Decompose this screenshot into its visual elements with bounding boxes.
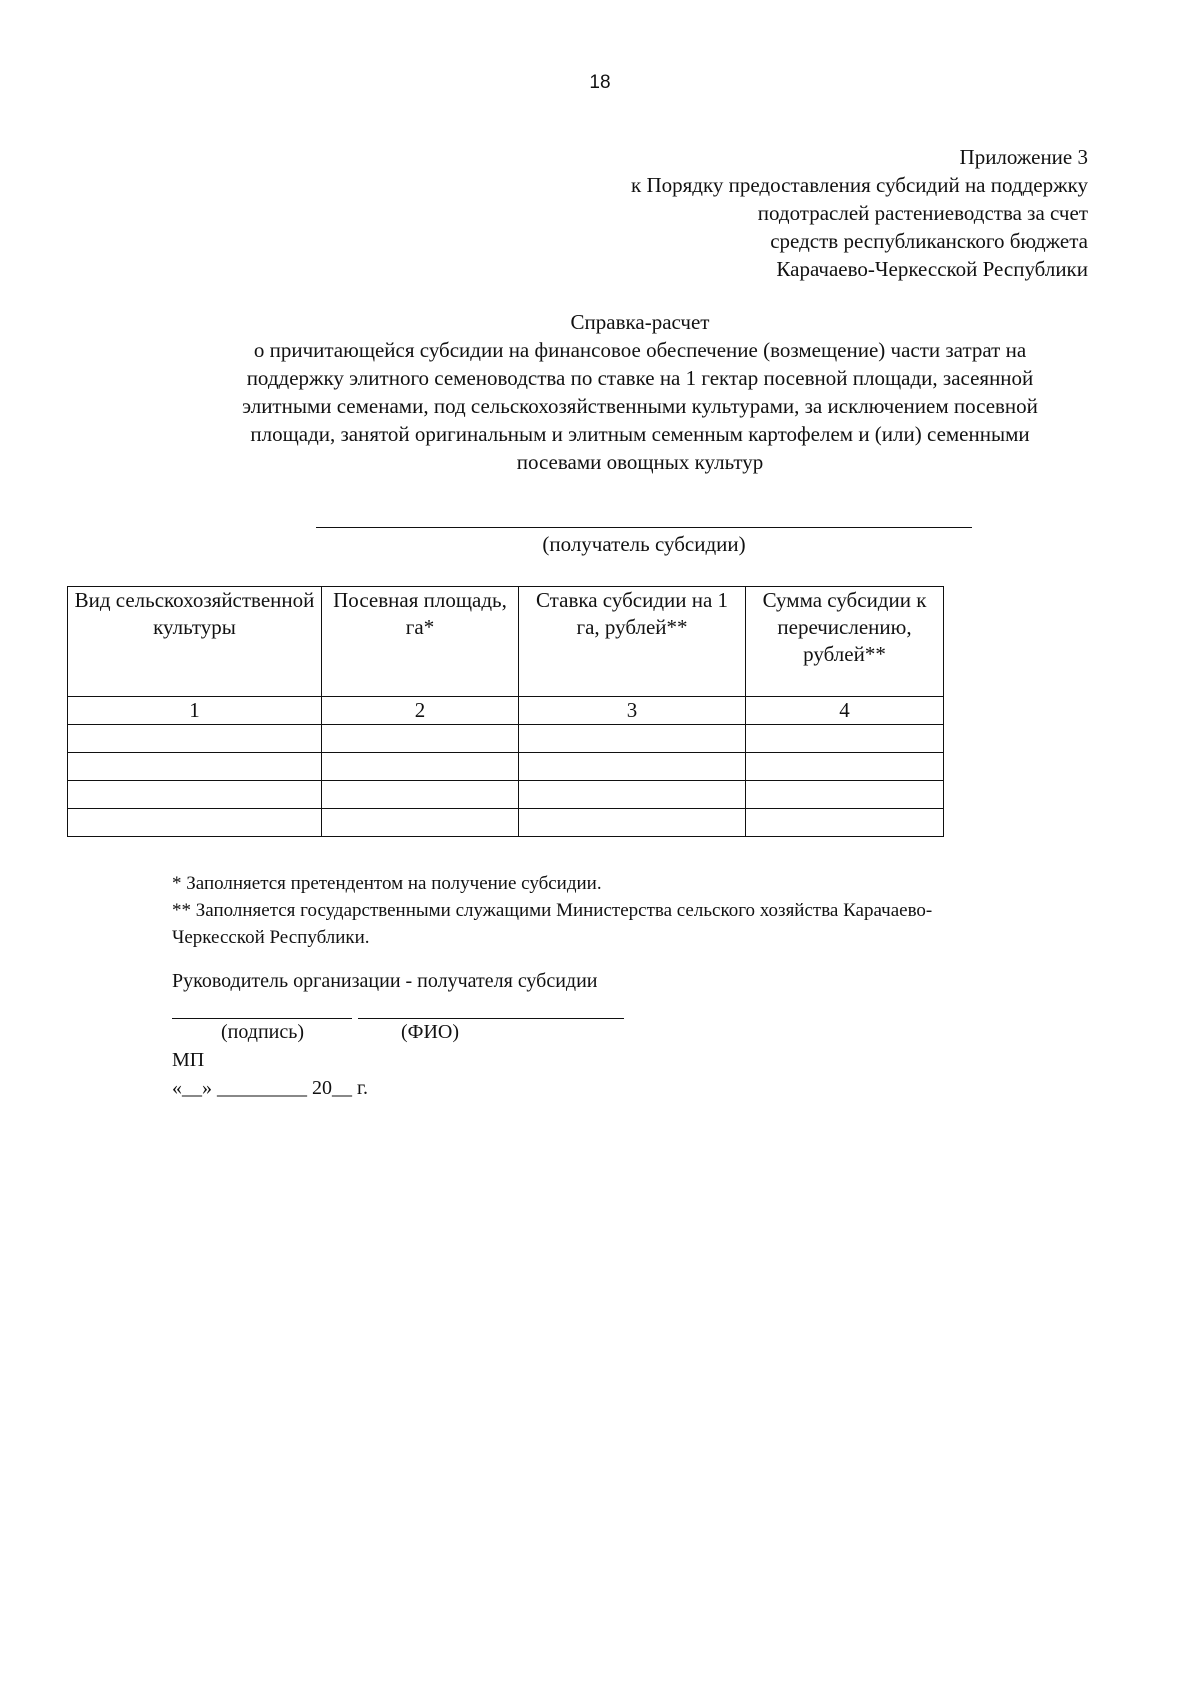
appendix-line: Приложение 3: [959, 145, 1088, 169]
name-blank-line: [358, 1018, 624, 1019]
appendix-block: [631, 143, 1088, 283]
page-number: 18: [589, 72, 611, 93]
table-cell: [68, 809, 322, 837]
table-header-cell: Вид сельскохозяйственной культуры: [68, 587, 322, 697]
signature-label: (подпись): [221, 1021, 305, 1043]
table-cell: [519, 781, 746, 809]
appendix-line: Карачаево-Черкесской Республики: [776, 257, 1088, 281]
column-number-cell: 3: [519, 697, 746, 725]
table-row: [68, 725, 944, 753]
table-column-number-row: [68, 697, 944, 725]
column-number-cell: 1: [68, 697, 322, 725]
footnote: * Заполняется претендентом на получение субсидии.: [172, 873, 602, 894]
column-number-cell: 4: [746, 697, 944, 725]
recipient-label: (получатель субсидии): [542, 532, 746, 556]
table-header-cell: Сумма субсидии к перечислению, рублей**: [746, 587, 944, 697]
table-header-cell: Ставка субсидии на 1 га, рублей**: [519, 587, 746, 697]
table-cell: [68, 725, 322, 753]
recipient-blank-line: [316, 527, 972, 528]
signature-blank-line: [172, 1018, 352, 1019]
stamp-label: МП: [172, 1049, 205, 1071]
table-cell: [322, 725, 519, 753]
document-title: [160, 308, 1120, 476]
table-cell: [746, 781, 944, 809]
name-label: (ФИО): [401, 1021, 460, 1043]
table-cell: [322, 753, 519, 781]
head-of-organization-label: Руководитель организации - получателя субсидии: [172, 970, 598, 992]
table-cell: [519, 753, 746, 781]
table-cell: [322, 809, 519, 837]
table-row: [68, 753, 944, 781]
table-cell: [68, 753, 322, 781]
table-cell: [519, 809, 746, 837]
table-cell: [322, 781, 519, 809]
table-cell: [746, 753, 944, 781]
subsidy-table: [67, 586, 944, 837]
footnotes: [172, 870, 932, 951]
title-line: элитными семенами, под сельскохозяйственными культурами, за исключением посевной: [242, 394, 1038, 418]
table-cell: [746, 725, 944, 753]
appendix-line: к Порядку предоставления субсидий на поддержку: [631, 173, 1088, 197]
title-line: посевами овощных культур: [516, 450, 764, 474]
table-header-row: [68, 587, 944, 697]
table-cell: [519, 725, 746, 753]
footnote: Черкесской Республики.: [172, 927, 370, 948]
table-row: [68, 809, 944, 837]
date-line: «__» _________ 20__ г.: [172, 1077, 368, 1099]
table-cell: [746, 809, 944, 837]
appendix-line: подотраслей растениеводства за счет: [757, 201, 1088, 225]
title-line: площади, занятой оригинальным и элитным семенным картофелем и (или) семенными: [250, 422, 1030, 446]
footnote: ** Заполняется государственными служащими Министерства сельского хозяйства Карачаево-: [172, 900, 933, 921]
title-line: поддержку элитного семеноводства по ставке на 1 гектар посевной площади, засеянной: [246, 366, 1034, 390]
appendix-line: средств республиканского бюджета: [770, 229, 1088, 253]
column-number-cell: 2: [322, 697, 519, 725]
table-cell: [68, 781, 322, 809]
table-header-cell: Посевная площадь, га*: [322, 587, 519, 697]
title-heading: Справка-расчет: [570, 310, 710, 334]
title-line: о причитающейся субсидии на финансовое обеспечение (возмещение) части затрат на: [253, 338, 1027, 362]
table-row: [68, 781, 944, 809]
